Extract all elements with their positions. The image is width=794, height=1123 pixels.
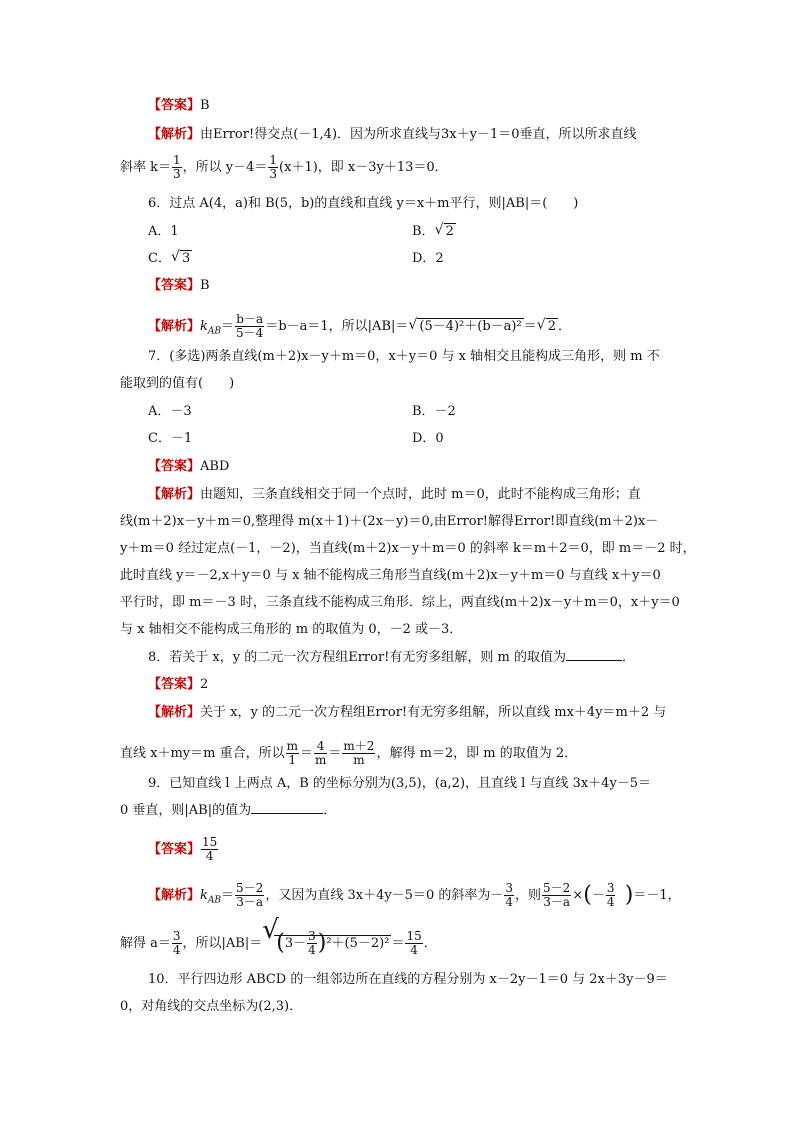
q7-stem-line-2: 能取到的值有( ) bbox=[120, 376, 235, 391]
right-paren: ) bbox=[624, 882, 634, 908]
q9-answer bbox=[148, 836, 219, 863]
analysis-text: 关于 x，y 的二元一次方程组Error!有无穷多组解，所以直线 mx＋4y＝m＋2 与 bbox=[200, 705, 667, 720]
denominator: 4 bbox=[205, 849, 214, 863]
fraction bbox=[286, 740, 299, 767]
radicand-text: ²＋(5－2)² bbox=[326, 936, 390, 951]
answer-label: 【答案】 bbox=[148, 459, 201, 474]
sqrt bbox=[171, 251, 192, 267]
numerator: 4 bbox=[314, 740, 327, 754]
q6-option-d: D．2 bbox=[412, 251, 444, 266]
q7-analysis-line-3: y＋m＝0 经过定点(－1，－2)，当直线(m＋2)x－y＋m＝0 的斜率 k＝m＋2＝0，即 m＝－2 时， bbox=[120, 541, 696, 556]
q7-option-a: A．－3 bbox=[148, 404, 192, 419]
analysis-text: 斜率 k＝ bbox=[120, 160, 172, 175]
analysis-text: 由题知，三条直线相交于同一个点时，此时 m＝0，此时不能构成三角形；直 bbox=[200, 487, 641, 502]
analysis-label: 【解析】 bbox=[148, 888, 201, 903]
answer-blank bbox=[566, 660, 622, 661]
right-paren: ) bbox=[317, 930, 327, 956]
sqrt bbox=[435, 224, 456, 240]
analysis-text: ＝ bbox=[523, 319, 537, 334]
analysis-text: ，又因为直线 3x＋4y－5＝0 的斜率为－ bbox=[265, 888, 504, 903]
analysis-label: 【解析】 bbox=[148, 127, 201, 142]
q8-answer bbox=[148, 677, 208, 693]
analysis-text: (x＋1)，即 x－3y＋13＝0． bbox=[279, 160, 448, 175]
analysis-label: 【解析】 bbox=[148, 705, 201, 720]
option-label: C． bbox=[148, 251, 171, 266]
answer-fraction bbox=[201, 836, 218, 863]
q9-analysis-line-1: 【解析】$k_{AB}=$ $\frac{5-2}{3-a}$ ，又因为直线 3x＋4y－5＝0 的斜率为－ $\frac{3}{4}$ ，则 $\frac{5-2}{3-a}$ ×(－ $\frac{3}{4}$ )＝－1， bbox=[148, 881, 681, 909]
q7-stem-line-1: 7．(多选)两条直线(m＋2)x－y＋m＝0，x＋y＝0 与 x 轴相交且能构成三角形，则 m 不 bbox=[148, 349, 660, 364]
q7-option-d: D．0 bbox=[412, 431, 444, 446]
radical-sign: √ bbox=[536, 317, 546, 333]
left-paren: ( bbox=[276, 930, 285, 956]
analysis-text: ，所以|AB|＝ bbox=[182, 936, 263, 951]
analysis-text: 直线 x＋my＝m 重合，所以 bbox=[120, 746, 285, 761]
denominator: 4 bbox=[308, 943, 316, 957]
numerator: 15 bbox=[202, 835, 218, 849]
fraction bbox=[172, 930, 182, 957]
question-text: ． bbox=[622, 650, 636, 665]
denominator: m bbox=[315, 753, 327, 767]
answer-value: B bbox=[200, 278, 210, 293]
q6-option-b bbox=[412, 224, 456, 240]
q5-answer bbox=[148, 98, 210, 114]
analysis-text: ＝－1， bbox=[633, 888, 681, 903]
q6-stem: 6．过点 A(4，a)和 B(5，b)的直线和直线 y＝x＋m平行，则|AB|＝( ) bbox=[148, 196, 579, 211]
analysis-text: k bbox=[200, 319, 208, 334]
analysis-label: 【解析】 bbox=[148, 319, 201, 334]
fraction bbox=[314, 740, 327, 767]
fraction bbox=[342, 740, 375, 767]
numerator: 1 bbox=[173, 153, 181, 167]
analysis-text: 由Error!得交点(－1,4)．因为所求直线与3x＋y－1＝0垂直，所以所求直线 bbox=[200, 127, 637, 142]
analysis-label: 【解析】 bbox=[148, 487, 201, 502]
answer-blank bbox=[251, 813, 323, 814]
fraction bbox=[542, 882, 571, 909]
fraction bbox=[405, 930, 422, 957]
fraction bbox=[504, 882, 514, 909]
q7-analysis-line-4: 此时直线 y＝－2,x＋y＝0 与 x 轴不能构成三角形当直线(m＋2)x－y＋m＝0 与直线 x＋y＝0 bbox=[120, 568, 661, 583]
denominator: m bbox=[353, 753, 365, 767]
denominator: 4 bbox=[410, 943, 418, 957]
radicand: 2 bbox=[445, 224, 454, 239]
radicand-text: 3－ bbox=[284, 936, 307, 951]
radical-sign: √ bbox=[170, 249, 180, 265]
q5-analysis-line-2 bbox=[120, 154, 448, 181]
q9-stem-line-1: 9．已知直线 l 上两点 A，B 的坐标分别为(3,5)，(a,2)，且直线 l 与直线 3x＋4y－5＝ bbox=[148, 776, 652, 791]
answer-label: 【答案】 bbox=[148, 98, 201, 113]
answer-value: B bbox=[200, 98, 210, 113]
denominator: 3 bbox=[173, 167, 181, 181]
radicand bbox=[274, 929, 391, 957]
subscript: AB bbox=[207, 326, 222, 337]
q10-stem-line-1: 10．平行四边形 ABCD 的一组邻边所在直线的方程分别为 x－2y－1＝0 与 2x＋3y－9＝ bbox=[148, 972, 668, 987]
q6-option-a: A．1 bbox=[148, 224, 179, 239]
answer-value: ABD bbox=[200, 459, 230, 474]
q6-analysis bbox=[148, 313, 571, 340]
fraction bbox=[235, 313, 264, 340]
answer-label: 【答案】 bbox=[148, 842, 201, 857]
subscript: AB bbox=[207, 895, 222, 906]
q6-answer bbox=[148, 278, 210, 294]
q5-analysis-line-1 bbox=[148, 127, 637, 143]
q7-option-b: B．－2 bbox=[412, 404, 456, 419]
fraction bbox=[268, 154, 278, 181]
sqrt bbox=[408, 319, 523, 335]
q6-option-c bbox=[148, 251, 192, 267]
numerator: 3 bbox=[505, 881, 513, 895]
denominator: 3 bbox=[269, 167, 278, 181]
question-text: 8．若关于 x，y 的二元一次方程组Error!有无穷多组解，则 m 的取值为 bbox=[148, 650, 566, 665]
numerator: m＋2 bbox=[343, 739, 375, 753]
analysis-text: ，所以 y－4＝ bbox=[182, 160, 268, 175]
analysis-text: ＝ bbox=[391, 936, 405, 951]
numerator: 3 bbox=[606, 881, 615, 895]
denominator: 4 bbox=[172, 943, 181, 957]
fraction bbox=[172, 154, 182, 181]
numerator: 3 bbox=[308, 929, 316, 943]
q9-analysis-line-2 bbox=[120, 915, 437, 957]
sqrt bbox=[537, 319, 558, 335]
q7-analysis-line-5: 平行时，即 m＝－3 时，三条直线不能构成三角形．综上，两直线(m＋2)x－y＋m＝0，x＋y＝0 bbox=[120, 595, 680, 610]
analysis-text: ＝b－a＝1，所以|AB|＝ bbox=[265, 319, 409, 334]
q7-answer bbox=[148, 459, 229, 475]
analysis-text: ＝ bbox=[221, 888, 235, 903]
numerator: 15 bbox=[406, 929, 422, 943]
analysis-text: ． bbox=[558, 319, 572, 334]
answer-label: 【答案】 bbox=[148, 677, 201, 692]
radical-sign: √ bbox=[408, 317, 418, 333]
analysis-text: ，解得 m＝2，即 m 的取值为 2． bbox=[376, 746, 578, 761]
q10-stem-line-2: 0，对角线的交点坐标为(2,3)． bbox=[120, 999, 303, 1014]
option-label: B． bbox=[412, 224, 435, 239]
analysis-text: ． bbox=[423, 936, 437, 951]
fraction bbox=[606, 882, 616, 909]
left-paren: ( bbox=[583, 882, 592, 908]
question-text: 0 垂直，则|AB|的值为 bbox=[120, 803, 252, 818]
numerator: 5－2 bbox=[236, 881, 264, 895]
question-text: ． bbox=[323, 803, 337, 818]
radicand: (5－4)²＋(b－a)² bbox=[419, 319, 522, 334]
radicand: 3 bbox=[181, 251, 191, 266]
denominator: 5－4 bbox=[236, 326, 264, 340]
denominator: 3－a bbox=[236, 895, 264, 909]
fraction bbox=[235, 882, 264, 909]
numerator: b－a bbox=[236, 312, 264, 326]
radicand: 2 bbox=[547, 319, 556, 334]
q8-analysis-line-2: 直线 x＋my＝m 重合，所以 $\frac{m}{1}$ ＝ $\frac{4}{m}$ ＝ $\frac{m+2}{m}$ ，解得 m＝2，即 m 的取值为 2． bbox=[120, 739, 578, 767]
denominator: 3－a bbox=[543, 895, 571, 909]
radical-sign: √ bbox=[434, 222, 444, 238]
sqrt bbox=[262, 915, 391, 957]
answer-value: 2 bbox=[200, 677, 209, 692]
analysis-text: ＝ bbox=[221, 319, 235, 334]
numerator: m bbox=[286, 739, 298, 753]
q7-option-c: C．－1 bbox=[148, 431, 193, 446]
denominator: 4 bbox=[606, 895, 615, 909]
analysis-text: k bbox=[200, 888, 208, 903]
q7-analysis-line-1 bbox=[148, 487, 641, 503]
analysis-text: ，则 bbox=[515, 888, 542, 903]
numerator: 5－2 bbox=[543, 881, 571, 895]
analysis-text: × bbox=[572, 888, 584, 903]
radical-sign: √ bbox=[262, 915, 279, 945]
q7-analysis-line-2: 线(m＋2)x－y＋m＝0,整理得 m(x＋1)＋(2x－y)＝0,由Error!解得Error!即直线(m＋2)x－ bbox=[120, 514, 659, 529]
numerator: 3 bbox=[172, 929, 181, 943]
answer-label: 【答案】 bbox=[148, 278, 201, 293]
fraction bbox=[307, 930, 317, 957]
q7-analysis-line-6: 与 x 轴相交不能构成三角形的 m 的取值为 0，－2 或－3． bbox=[120, 622, 463, 637]
denominator: 1 bbox=[288, 753, 297, 767]
analysis-text: 解得 a＝ bbox=[120, 936, 171, 951]
q8-analysis-line-1 bbox=[148, 705, 666, 721]
denominator: 4 bbox=[505, 895, 513, 909]
numerator: 1 bbox=[269, 153, 278, 167]
q9-stem-line-2 bbox=[120, 803, 336, 819]
q8-stem bbox=[148, 650, 635, 666]
